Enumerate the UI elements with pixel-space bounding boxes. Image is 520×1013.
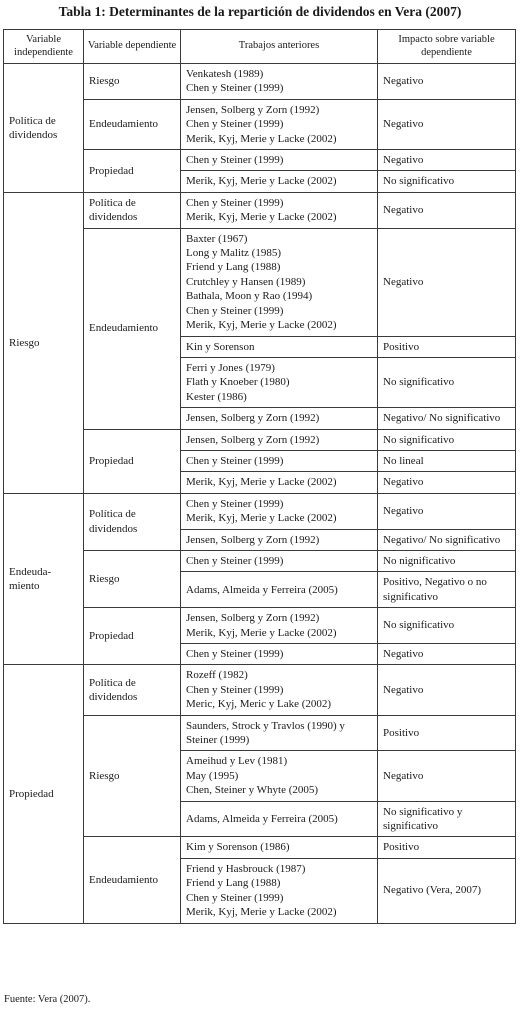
previous-work-cell [181,529,378,550]
impact-cell: Negativo [378,644,516,665]
reference-line: Adams, Almeida y Ferreira (2005) [186,583,338,596]
dependent-variable-cell: Riesgo [84,715,181,837]
impact-cell: Negativo [378,472,516,493]
source-note: Fuente: Vera (2007). [4,994,91,1005]
reference-line: Kim y Sorenson (1986) [186,841,290,854]
dividend-determinants-table [3,29,516,924]
previous-work-cell [181,357,378,407]
reference-line: Jensen, Solberg y Zorn (1992) [186,412,320,425]
table-row [4,192,516,228]
impact-cell: Negativo [378,99,516,149]
reference-line: Saunders, Strock y Travlos (1990) y [186,719,345,732]
reference-line: Crutchley y Hansen (1989) [186,275,306,288]
reference-line: Friend y Hasbrouck (1987) [186,862,306,875]
reference-line: Chen y Steiner (1999) [186,891,284,904]
header-impact: Impacto sobre variable dependiente [378,30,516,64]
header-previous-work: Trabajos anteriores [181,30,378,64]
previous-work-cell [181,665,378,715]
reference-line: Chen y Steiner (1999) [186,304,284,317]
reference-line: Friend y Lang (1988) [186,261,281,274]
reference-line: Merik, Kyj, Merie y Lacke (2002) [186,512,337,525]
impact-cell: Negativo [378,192,516,228]
impact-cell: Negativo [378,228,516,336]
table-row [4,493,516,529]
reference-line: Adams, Almeida y Ferreira (2005) [186,812,338,825]
table-title: Tabla 1: Determinantes de la repartición de dividendos en Vera (2007) [58,4,462,19]
header-independent: Variable independiente [4,30,84,64]
previous-work-cell [181,493,378,529]
reference-line: Chen, Steiner y Whyte (2005) [186,784,319,797]
previous-work-cell [181,715,378,751]
reference-line: Chen y Steiner (1999) [186,554,284,567]
reference-line: Kester (1986) [186,390,247,403]
reference-line: Merik, Kyj, Merie y Lacke (2002) [186,175,337,188]
impact-cell: No significativo [378,357,516,407]
dependent-variable-cell: Política de dividendos [84,665,181,715]
impact-cell: Negativo/ No significativo [378,529,516,550]
independent-variable-cell: Propiedad [4,665,84,923]
reference-line: Merik, Kyj, Merie y Lacke (2002) [186,132,337,145]
impact-cell: Positivo [378,715,516,751]
reference-line: Jensen, Solberg y Zorn (1992) [186,103,320,116]
reference-line: Rozeff (1982) [186,669,248,682]
previous-work-cell [181,550,378,571]
reference-line: Steiner (1999) [186,734,250,747]
dependent-variable-cell: Propiedad [84,150,181,193]
dependent-variable-cell: Propiedad [84,608,181,665]
table-body [4,64,516,924]
previous-work-cell [181,572,378,608]
reference-line: Bathala, Moon y Rao (1994) [186,290,313,303]
independent-variable-cell: Endeuda-miento [4,493,84,665]
reference-line: Friend y Lang (1988) [186,877,281,890]
reference-line: Chen y Steiner (1999) [186,683,284,696]
dependent-variable-cell: Política de dividendos [84,192,181,228]
header-dependent: Variable dependiente [84,30,181,64]
reference-line: Jensen, Solberg y Zorn (1992) [186,533,320,546]
reference-line: Meric, Kyj, Meric y Lake (2002) [186,698,332,711]
impact-cell: Negativo [378,493,516,529]
reference-line: Baxter (1967) [186,232,248,245]
previous-work-cell [181,64,378,100]
reference-line: Chen y Steiner (1999) [186,154,284,167]
impact-cell: Negativo [378,665,516,715]
header-row [4,30,516,64]
reference-line: Merik, Kyj, Merie y Lacke (2002) [186,906,337,919]
previous-work-cell [181,336,378,357]
previous-work-cell [181,429,378,450]
reference-line: Venkatesh (1989) [186,68,264,80]
reference-line: Merik, Kyj, Merie y Lacke (2002) [186,211,337,224]
dependent-variable-cell: Riesgo [84,550,181,607]
reference-line: Chen y Steiner (1999) [186,648,284,660]
table-row [4,665,516,715]
independent-variable-cell: Política de dividendos [4,64,84,193]
dependent-variable-cell: Política de dividendos [84,493,181,550]
table-row [4,64,516,100]
reference-line: Merik, Kyj, Merie y Lacke (2002) [186,476,337,489]
impact-cell: Positivo [378,837,516,858]
impact-cell: No significativo [378,608,516,644]
previous-work-cell [181,858,378,923]
previous-work-cell [181,644,378,665]
reference-line: Merik, Kyj, Merie y Lacke (2002) [186,626,337,639]
reference-line: Chen y Steiner (1999) [186,118,284,131]
previous-work-cell [181,99,378,149]
previous-work-cell [181,837,378,858]
reference-line: Chen y Steiner (1999) [186,82,284,95]
reference-line: Chen y Steiner (1999) [186,454,284,467]
impact-cell: No lineal [378,450,516,471]
previous-work-cell [181,608,378,644]
previous-work-cell [181,171,378,192]
reference-line: Merik, Kyj, Merie y Lacke (2002) [186,319,337,332]
previous-work-cell [181,192,378,228]
previous-work-cell [181,751,378,801]
previous-work-cell [181,801,378,837]
reference-line: Long y Malitz (1985) [186,247,282,260]
previous-work-cell [181,150,378,171]
impact-cell: No nignificativo [378,550,516,571]
reference-line: Kin y Sorenson [186,340,255,353]
impact-cell: Negativo [378,751,516,801]
impact-cell: No significativo [378,171,516,192]
impact-cell: Negativo/ No significativo [378,408,516,429]
previous-work-cell [181,228,378,336]
impact-cell: No significativo y significativo [378,801,516,837]
dependent-variable-cell: Propiedad [84,429,181,493]
reference-line: May (1995) [186,769,239,782]
previous-work-cell [181,450,378,471]
impact-cell: Negativo [378,64,516,100]
dependent-variable-cell: Endeudamiento [84,837,181,923]
reference-line: Jensen, Solberg y Zorn (1992) [186,612,320,625]
reference-line: Flath y Knoeber (1980) [186,376,290,389]
impact-cell: Negativo (Vera, 2007) [378,858,516,923]
dependent-variable-cell: Endeudamiento [84,228,181,429]
impact-cell: Positivo, Negativo o no significativo [378,572,516,608]
impact-cell: No significativo [378,429,516,450]
dependent-variable-cell: Endeudamiento [84,99,181,149]
impact-cell: Negativo [378,150,516,171]
independent-variable-cell: Riesgo [4,192,84,493]
reference-line: Jensen, Solberg y Zorn (1992) [186,433,320,446]
previous-work-cell [181,472,378,493]
impact-cell: Positivo [378,336,516,357]
reference-line: Ameihud y Lev (1981) [186,755,288,768]
reference-line: Chen y Steiner (1999) [186,497,284,510]
reference-line: Ferri y Jones (1979) [186,361,275,374]
previous-work-cell [181,408,378,429]
reference-line: Chen y Steiner (1999) [186,196,284,209]
dependent-variable-cell: Riesgo [84,64,181,100]
